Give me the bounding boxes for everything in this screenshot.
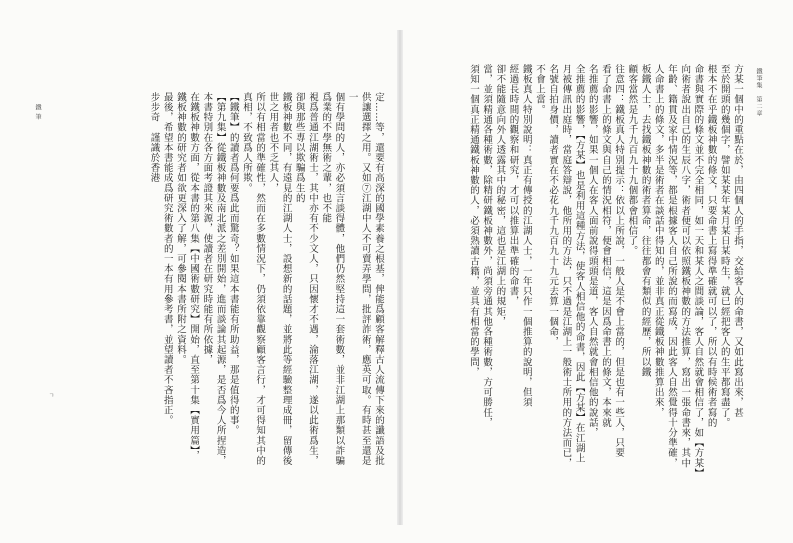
left-page-body xyxy=(99,92,385,472)
paragraph: 方某一個中的重點在於，由四個人的手指，交給客人的命書，又如此寫出來，甚 xyxy=(732,64,743,418)
paragraph: 定……等，還要有高深的國學素養之根基，俾能爲顧客解釋古人流傳下來的讖語及批 xyxy=(373,92,384,466)
paragraph: 供讓選擇之用。又如⑦江湖中人不可賣弄學問，批評詐術，應英可取。有時甚至還是一 xyxy=(346,92,371,466)
paragraph: 卻不能隨意向外人透露其中的秘密，這也是江湖上的規矩， xyxy=(494,64,506,327)
paragraph: 命書與實際的條文並不完全相同，如一天和某人之間談論，客人自然就會相信了，如【方某】 xyxy=(692,64,704,479)
paragraph: 鐵板真人特別說明：真正有傳授的江湖人士，一年只作一個推算的說明，但須 xyxy=(520,64,532,408)
paragraph: 經過長時間的觀察和研究，才可以推算出準確的命書， xyxy=(507,64,519,307)
paragraph: 個有學問的人，亦必須言談得體，他們仍然堅持這一套術數，並非江湖上那類以詐騙爲業的不學無術之輩，也不能 xyxy=(320,92,345,466)
paragraph: 本書特別在各方面考證其來源，使讀者在研究時能有所依據， xyxy=(201,92,213,365)
right-page xyxy=(405,40,781,520)
paragraph: 視爲普通江湖術士，其中亦有不少文人，只因懷才不遇，淪落江湖，遂以此術爲生，卻與那些專以欺騙爲生的 xyxy=(293,92,318,466)
paragraph: 板鐵人士，去找鐵板神數的術者算命，往往都會有類似的經歷，所以鐵 xyxy=(639,64,651,378)
paragraph: 全推薦的影響，【方某】也是利用這種方法，使客人相信他的命書，因此【方某】在江湖上 xyxy=(573,64,585,464)
paragraph: 往意四：鐵板真人特別提示：依以上所說，一般人是不會上當的，但是也有一些人，只要 xyxy=(613,64,625,458)
paragraph: 須知一個真正精通鐵板神數的人，必須熟讀古籍，並具有相當的學問， xyxy=(467,64,479,378)
paragraph: 鐵板神數的研究者如欲更深入了解，可參閱本書所附之資料。 xyxy=(174,92,186,365)
paragraph: 至於開頭的幾個字，譬如某某年某月某日某時生，就已經把客人的生平都寫盡了。 xyxy=(718,64,730,428)
paragraph: 根本不在乎鐵板神數的條文，只要命書上寫得準確就可以了，所以有時候術者寫的 xyxy=(705,64,717,428)
right-page-header: 鐵筆集 第二章 xyxy=(755,68,762,117)
paragraph: 【第九集】從鐵板神數及南北派之差別開始，進而談論其起源，是否爲今人所捏造， xyxy=(214,92,226,466)
paragraph: 顧客當然是九千九百九十九個都會相信了。 xyxy=(626,64,638,256)
paragraph: 看了命書上的條文與自己的情況相符，便會相信，這是因爲命書上的條文，本來就 xyxy=(599,64,611,428)
paragraph: 不會上當。 xyxy=(533,64,545,115)
paragraph: 當，並須精通各種術數，除精研鐵板神數外，尚須旁通其他各種術數，方可勝任， xyxy=(481,64,493,428)
left-page-header: 鐵 筆 xyxy=(34,104,41,121)
paragraph: 月被傳訊出庭時，當庭答辯說，他所用的方法，只不過是江湖上一般術士所用的方法而已， xyxy=(560,64,572,468)
paragraph: 名號自拍身價，讀者實在不必花九千九百九十九元去算一個命， xyxy=(547,64,559,347)
left-margin-mark: ㄱ xyxy=(47,392,54,398)
paragraph: 所以有相當的準確性，然而在多數情況下，仍須依靠觀察顧客言行，才可得知其中的真相，不致爲人所欺。 xyxy=(240,92,266,466)
left-page xyxy=(17,40,395,520)
paragraph: 向術者說出自己的生辰八字，術者便可以依照鐵板神數的方法推算，寫出一張命書來，其中 xyxy=(679,64,691,468)
paragraph: 鐵板神數不同，有遠見的江湖人士，設想新的話題，並將此等經驗整理成冊，留傳後世之用者也不乏其人， xyxy=(267,92,292,466)
paragraph: 人命書上的條文，多半是術者在談話中得知的，並非真正從鐵板神數推算出來， xyxy=(652,64,664,418)
paragraph: 在鐵板神數方面，從本書的第八集【中國術數研究】開始，直至第十集【實用篇】， xyxy=(188,92,200,461)
signature-line: 步步奇 謹識於香港 xyxy=(148,92,160,183)
paragraph: 最後，希望本書能成爲研究術數者的一本有用參考書，並望讀者不吝指正。 xyxy=(161,92,173,426)
book-gutter xyxy=(397,30,403,525)
paragraph: 名推薦的影響，如果一個人在客人面前說得頭頭是道，客人自然就會相信他的說話， xyxy=(586,64,598,438)
paragraph: 【鐵筆】的讀者爲何要爲此而驚奇？如果這本書能有所助益，那是值得的事。 xyxy=(227,92,239,436)
right-page-body xyxy=(422,64,744,494)
paragraph: 年齡、籍貫及家中情況等，都是根據客人自己所說的而寫成，因此客人自然覺得十分準確， xyxy=(665,64,677,468)
